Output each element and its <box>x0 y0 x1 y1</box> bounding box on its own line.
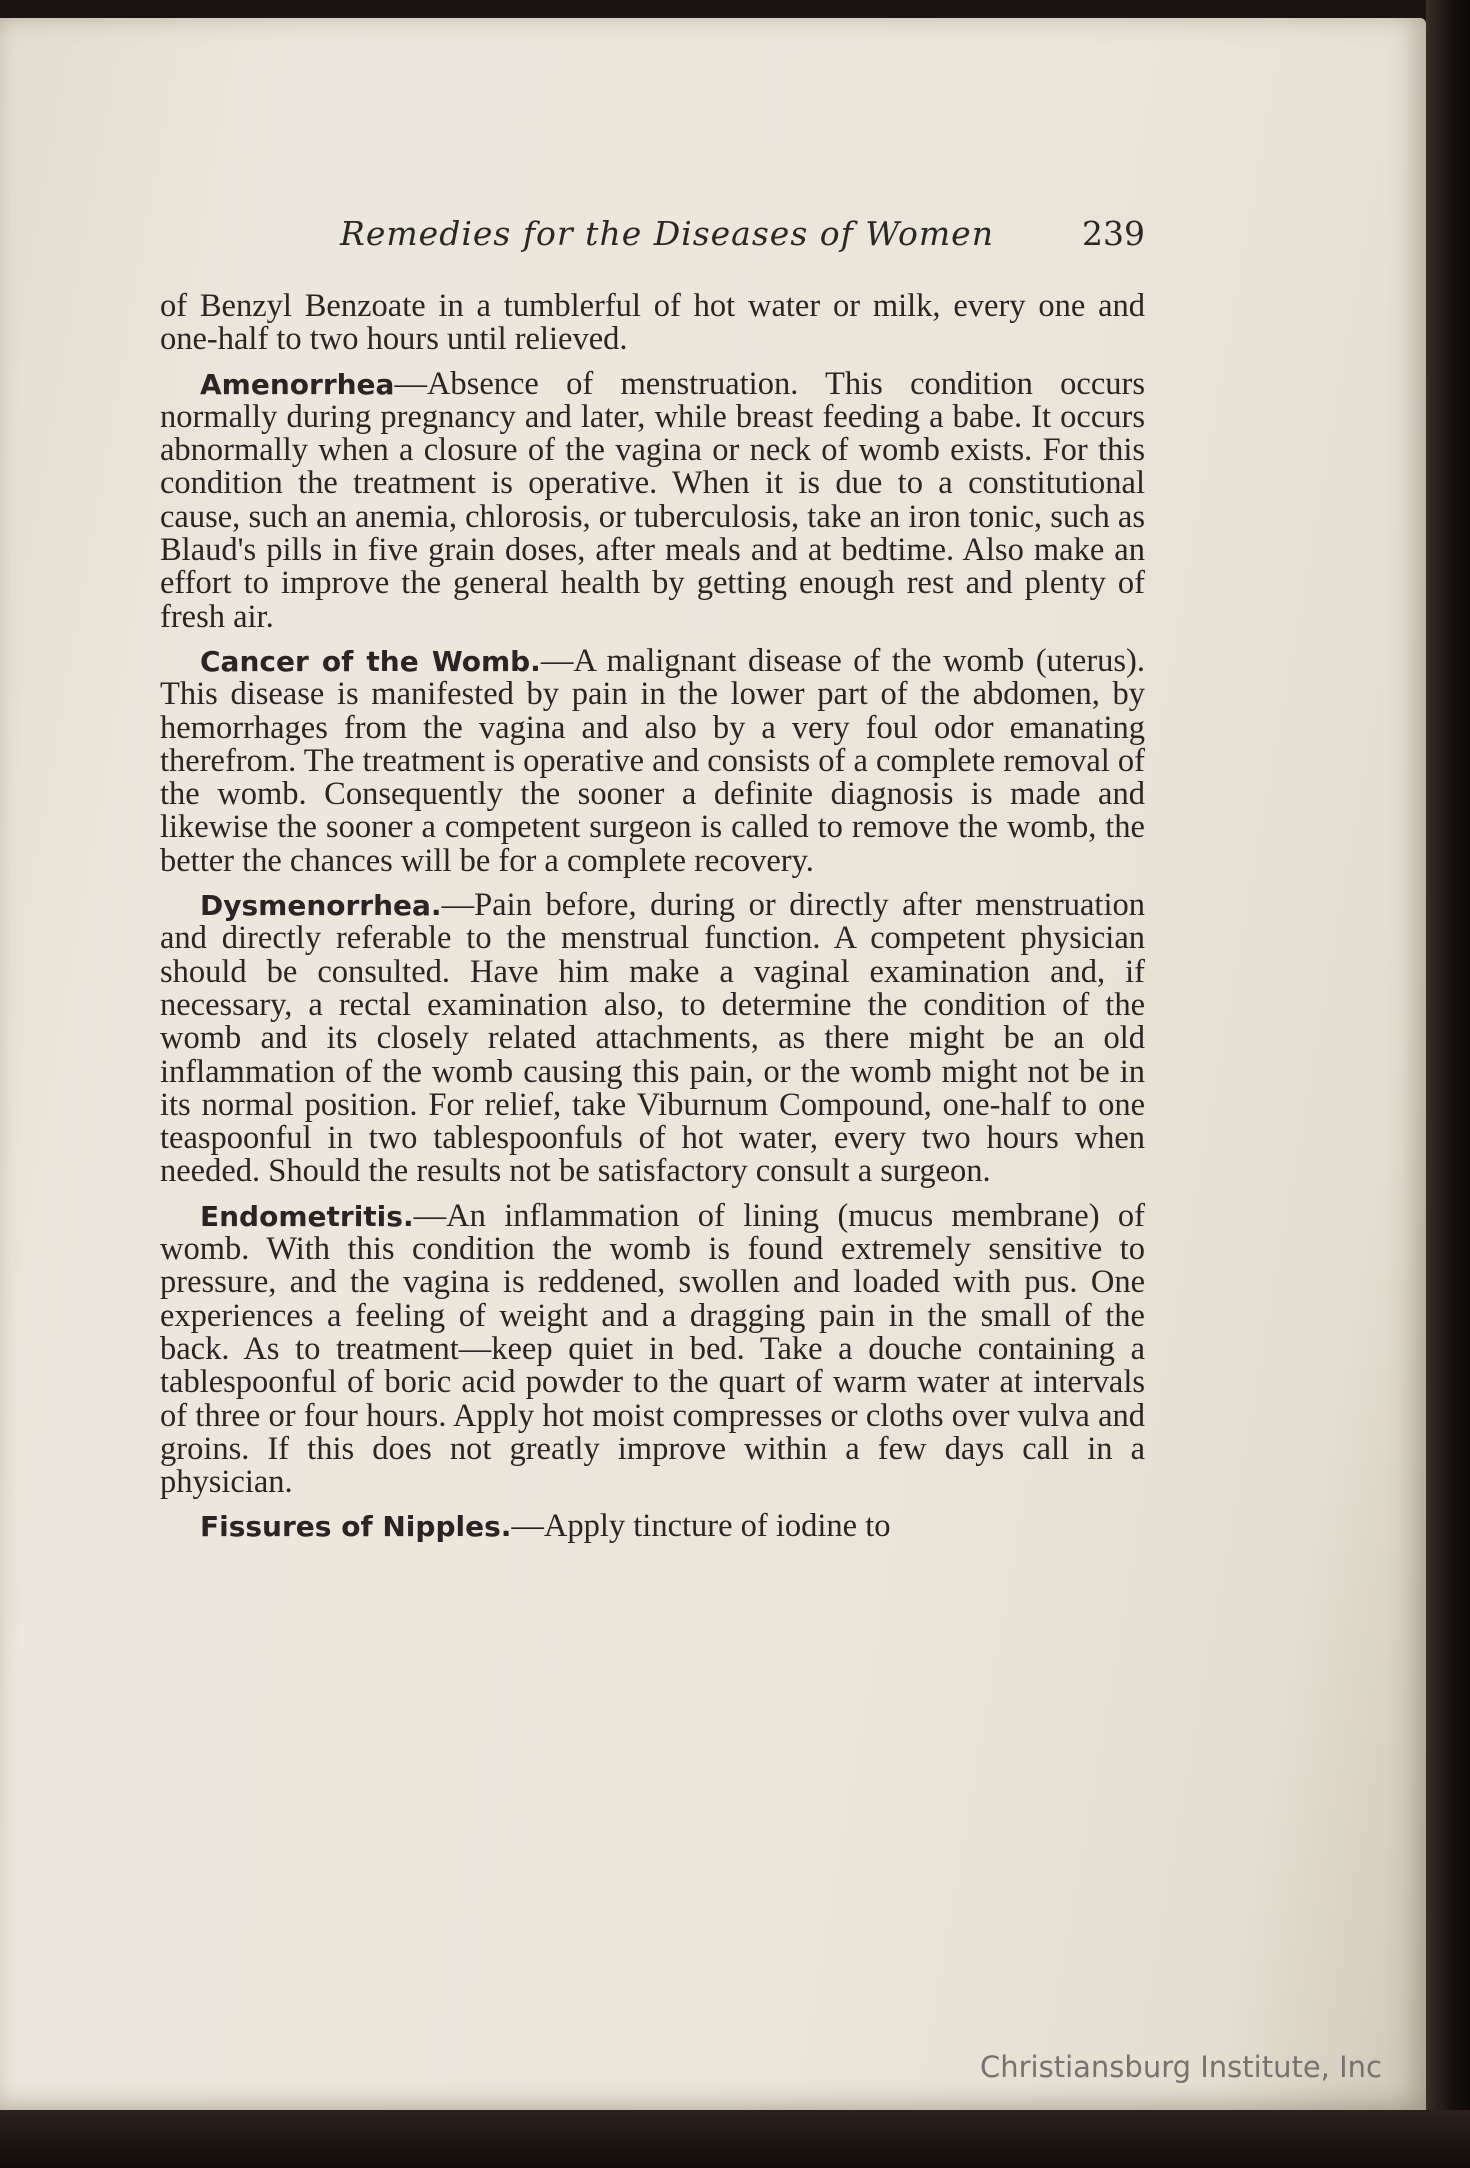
paragraph-text: —An inflammation of lining (mucus membrane) of womb. With this condition the womb is found extremely sensitive to pressure, and the vagina is reddened, swollen and loaded with pus. One experiences a feeling of weight and a dragging pain in the small of the back. As to treatment—keep quiet in bed. Take a douche containing a tablespoonful of boric acid powder to the quart of warm water at intervals of three or four hours. Apply hot moist compresses or cloths over vulva and groins. If this does not greatly improve within a few days call in a physician. <box>160 1197 1145 1501</box>
paragraph-text: of Benzyl Benzoate in a tumblerful of hot water or milk, every one and one-half to two hours until relieved. <box>160 288 1145 358</box>
paragraph-dysmenorrhea <box>160 889 1145 1189</box>
paragraph-amenorrhea <box>160 365 1145 635</box>
background-bottom <box>0 2110 1470 2168</box>
body-text <box>160 290 1145 1555</box>
paragraph-text: —Absence of menstruation. This condition occurs normally during pregnancy and later, while breast feeding a babe. It occurs abnormally when a closure of the vagina or neck of womb exists. For this condition the treatment is operative. When it is due to a constitutional cause, such an anemia, chlorosis, or tuberculosis, take an iron tonic, such as Blaud's pills in five grain doses, after meals and at bedtime. Also make an effort to improve the general health by getting enough rest and plenty of fresh air. <box>160 365 1145 635</box>
page-edge-shadow <box>1426 0 1470 2168</box>
paragraph-continuation <box>160 290 1145 357</box>
paragraph-text: —A malignant disease of the womb (uterus). This disease is manifested by pain in the lower part of the abdomen, by hemorrhages from the vagina and also by a very foul odor emanating therefrom. The treatment is operative and consists of a complete removal of the womb. Consequently the sooner a definite diagnosis is made and likewise the sooner a competent surgeon is called to remove the womb, the better the chances will be for a complete recovery. <box>160 642 1145 879</box>
entry-term: Fissures of Nipples. <box>200 1510 512 1544</box>
entry-term: Cancer of the Womb. <box>200 644 541 678</box>
paragraph-text: —Apply tincture of iodine to <box>511 1508 891 1545</box>
page-number: 239 <box>1082 214 1145 253</box>
running-head: Remedies for the Diseases of Women <box>340 214 994 253</box>
page-header <box>160 214 1145 264</box>
watermark: Christiansburg Institute, Inc <box>980 2050 1382 2084</box>
paragraph-cancer-of-womb <box>160 642 1145 879</box>
entry-term: Dysmenorrhea. <box>200 889 442 923</box>
paragraph-text: —Pain before, during or directly after menstruation and directly referable to the menstrual function. A competent physician should be consulted. Have him make a vaginal examination and, if necessary, a rectal examination also, to determine the condition of the womb and its closely related attachments, as there might be an old inflammation of the womb causing this pain, or the womb might not be in its normal position. For relief, take Viburnum Compound, one-half to one teaspoonful in two tablespoonfuls of hot water, every two hours when needed. Should the results not be satisfactory consult a surgeon. <box>160 887 1145 1190</box>
entry-term: Endometritis. <box>200 1199 414 1233</box>
entry-term: Amenorrhea <box>200 367 395 401</box>
book-page <box>0 18 1426 2110</box>
paragraph-fissures-of-nipples <box>160 1510 1145 1543</box>
paragraph-endometritis <box>160 1197 1145 1501</box>
